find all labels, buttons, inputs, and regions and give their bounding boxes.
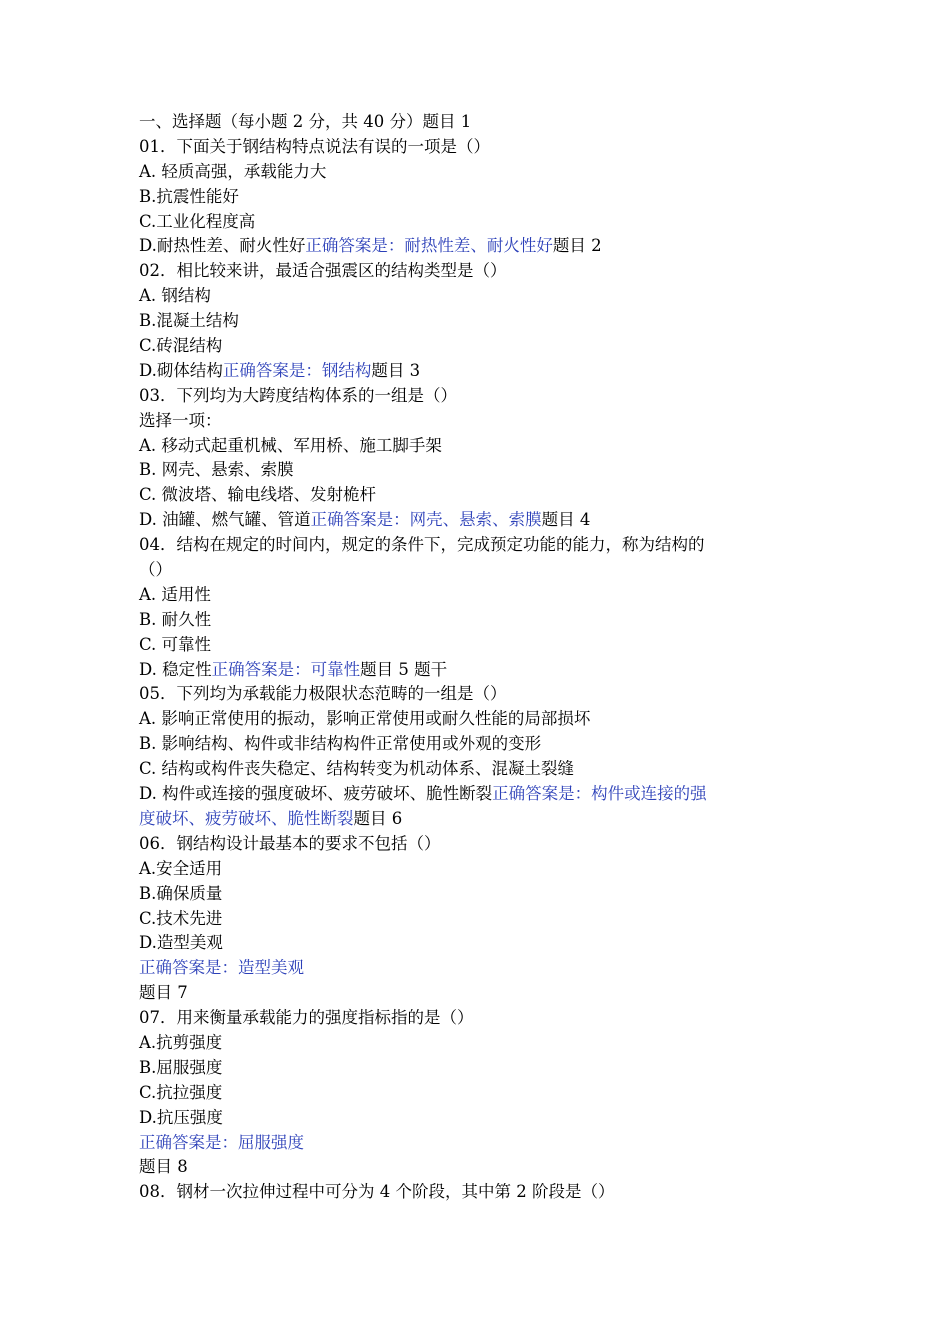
correct-answer-text: 正确答案是：构件或连接的强 <box>492 784 707 804</box>
question-text: C.砖混结构 <box>139 336 223 356</box>
question-text: B.抗震性能好 <box>139 186 239 206</box>
text-line <box>139 334 811 359</box>
text-line <box>139 409 811 434</box>
question-text: 05．下列均为承载能力极限状态范畴的一组是（） <box>139 684 507 704</box>
question-text: D.抗压强度 <box>139 1107 223 1127</box>
correct-answer-text: 正确答案是：可靠性 <box>211 659 361 679</box>
text-line <box>139 384 811 409</box>
question-text: D. 稳定性 <box>139 659 212 679</box>
question-text: D. 油罐、燃气罐、管道 <box>139 510 311 530</box>
question-text: B. 网壳、悬索、索膜 <box>139 460 294 480</box>
question-text: B.混凝土结构 <box>139 311 239 331</box>
question-text: C.工业化程度高 <box>139 211 256 231</box>
question-text: A.抗剪强度 <box>139 1032 223 1052</box>
text-line <box>139 234 811 259</box>
text-line <box>139 981 811 1006</box>
question-text: A.安全适用 <box>139 858 223 878</box>
question-text: 02．相比较来讲，最适合强震区的结构类型是（） <box>139 261 507 281</box>
text-line <box>139 832 811 857</box>
text-line <box>139 682 811 707</box>
question-text: A. 影响正常使用的振动，影响正常使用或耐久性能的局部损坏 <box>139 709 591 729</box>
question-text: A. 钢结构 <box>139 286 211 306</box>
text-line <box>139 259 811 284</box>
question-text: D.耐热性差、耐火性好 <box>139 236 306 256</box>
question-text: 03．下列均为大跨度结构体系的一组是（） <box>139 385 457 405</box>
question-text: B. 影响结构、构件或非结构构件正常使用或外观的变形 <box>139 734 542 754</box>
question-text: 题目 4 <box>541 510 591 530</box>
question-text: D.造型美观 <box>139 933 223 953</box>
text-line <box>139 508 811 533</box>
question-text: 07．用来衡量承载能力的强度指标指的是（） <box>139 1008 474 1028</box>
question-text: 04．结构在规定的时间内，规定的条件下，完成预定功能的能力，称为结构的 <box>139 535 705 555</box>
correct-answer-text: 正确答案是：屈服强度 <box>139 1132 304 1152</box>
question-text: D. 构件或连接的强度破坏、疲劳破坏、脆性断裂 <box>139 784 493 804</box>
question-text: 06．钢结构设计最基本的要求不包括（） <box>139 833 441 853</box>
question-text: 题目 6 <box>353 808 403 828</box>
question-text: C. 可靠性 <box>139 634 212 654</box>
question-text: B.确保质量 <box>139 883 223 903</box>
question-text: C.抗拉强度 <box>139 1082 223 1102</box>
question-text: 题目 7 <box>139 983 188 1003</box>
correct-answer-text: 正确答案是：造型美观 <box>139 958 304 978</box>
question-text: 题目 8 <box>139 1157 188 1177</box>
text-line <box>139 434 811 459</box>
text-line <box>139 1180 811 1205</box>
text-line <box>139 782 811 807</box>
text-line <box>139 1031 811 1056</box>
text-line <box>139 583 811 608</box>
question-text: （） <box>139 560 172 580</box>
text-line <box>139 309 811 334</box>
text-line <box>139 1155 811 1180</box>
text-line <box>139 160 811 185</box>
text-line <box>139 185 811 210</box>
question-text: 08．钢材一次拉伸过程中可分为 4 个阶段，其中第 2 阶段是（） <box>139 1182 615 1202</box>
text-line <box>139 732 811 757</box>
text-line <box>139 882 811 907</box>
text-line <box>139 633 811 658</box>
text-line <box>139 931 811 956</box>
question-text: 题目 2 <box>552 236 602 256</box>
question-text: A. 适用性 <box>139 584 211 604</box>
question-text: B.屈服强度 <box>139 1057 223 1077</box>
correct-answer-text: 正确答案是：耐热性差、耐火性好 <box>305 236 553 256</box>
question-text: C. 微波塔、输电线塔、发射桅杆 <box>139 485 377 505</box>
text-line <box>139 1056 811 1081</box>
text-line <box>139 110 811 135</box>
text-line <box>139 458 811 483</box>
question-text: 题目 5 题干 <box>360 659 448 679</box>
question-text: C. 结构或构件丧失稳定、结构转变为机动体系、混凝土裂缝 <box>139 759 575 779</box>
question-text: A. 移动式起重机械、军用桥、施工脚手架 <box>139 435 442 455</box>
text-line <box>139 135 811 160</box>
text-line <box>139 608 811 633</box>
text-line <box>139 658 811 683</box>
correct-answer-text: 度破坏、疲劳破坏、脆性断裂 <box>139 808 354 828</box>
question-text: 题目 3 <box>371 360 421 380</box>
question-text: C.技术先进 <box>139 908 223 928</box>
correct-answer-text: 正确答案是：钢结构 <box>222 360 372 380</box>
text-line <box>139 284 811 309</box>
question-text: A. 轻质高强，承载能力大 <box>139 161 327 181</box>
text-line <box>139 1106 811 1131</box>
text-line <box>139 210 811 235</box>
text-line <box>139 857 811 882</box>
text-line <box>139 533 811 558</box>
question-text: 一、选择题（每小题 2 分，共 40 分）题目 1 <box>139 112 472 131</box>
text-line <box>139 757 811 782</box>
text-line <box>139 807 811 832</box>
text-line <box>139 558 811 583</box>
question-text: B. 耐久性 <box>139 609 212 629</box>
text-line <box>139 483 811 508</box>
text-line <box>139 907 811 932</box>
text-line <box>139 707 811 732</box>
question-text: 选择一项： <box>139 410 222 430</box>
text-line <box>139 1131 811 1156</box>
text-line <box>139 1006 811 1031</box>
document-body <box>139 110 811 1205</box>
text-line <box>139 956 811 981</box>
question-text: D.砌体结构 <box>139 360 223 380</box>
text-line <box>139 1081 811 1106</box>
correct-answer-text: 正确答案是：网壳、悬索、索膜 <box>310 510 542 530</box>
text-line <box>139 359 811 384</box>
question-text: 01．下面关于钢结构特点说法有误的一项是（） <box>139 136 490 156</box>
